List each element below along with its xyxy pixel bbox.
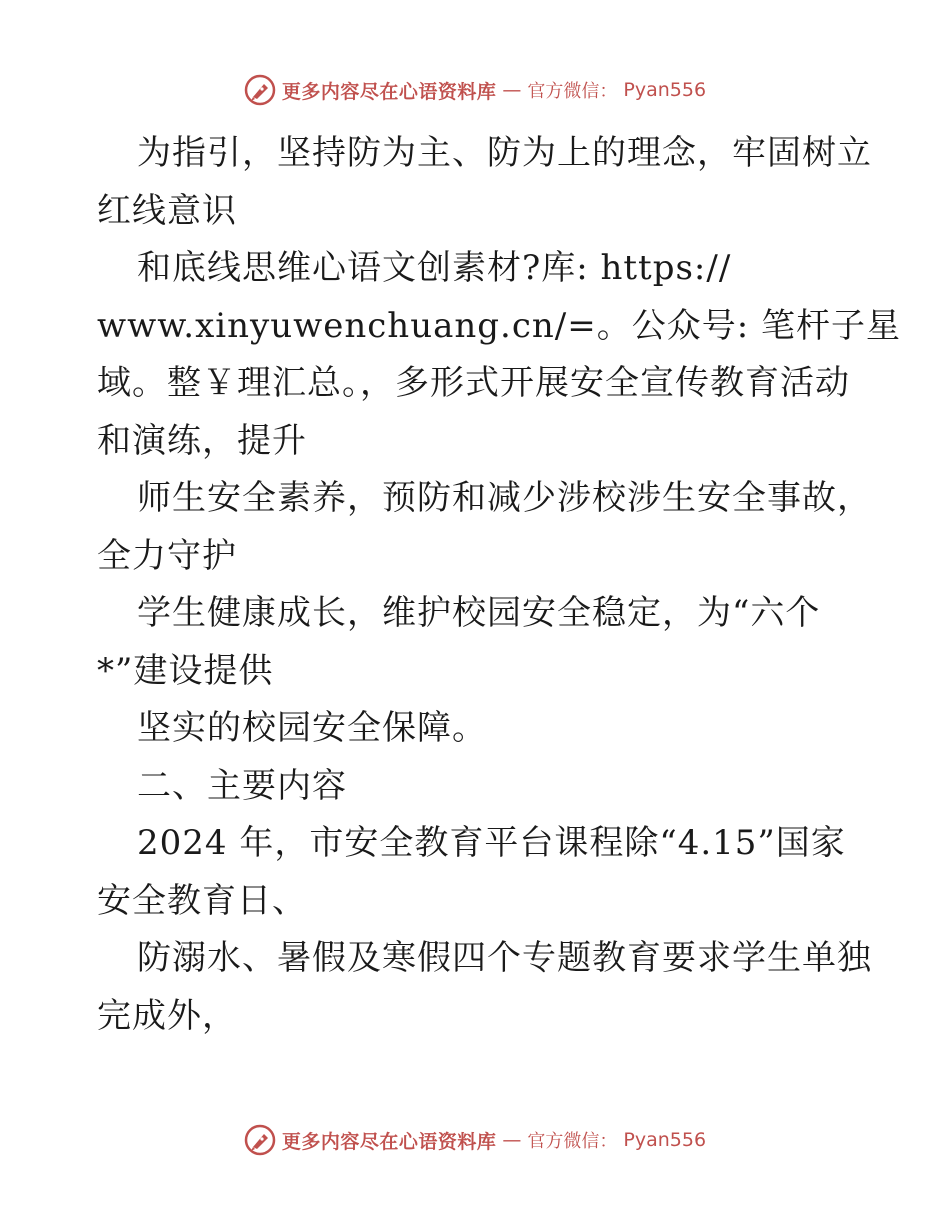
banner-site-name: 更多内容尽在心语资料库 [281,80,497,103]
document-body [97,125,901,1045]
footer-banner [0,1120,950,1160]
body-text-line: 和底线思维心语文创素材?库: https:// [137,248,732,288]
body-text-line: www.xinyuwenchuang.cn/=。公众号: 笔杆子星 [97,305,901,346]
body-text-line: 学生健康成长，维护校园安全稳定，为“六个 [137,593,821,633]
body-text-line: 和演练，提升 [97,420,307,461]
banner-wechat-label: 官方微信： [527,81,618,102]
header-banner-content [244,74,706,106]
body-text-line: 完成外， [97,995,237,1036]
body-text-line: 为指引，坚持防为主、防为上的理念，牢固树立 [137,133,872,173]
banner-separator: — [502,79,522,101]
footer-banner-content [244,1124,706,1156]
body-text-line: 红线意识 [97,190,237,231]
banner-wechat-id: Pyan556 [623,79,707,101]
pen-nib-logo-icon [244,1124,276,1156]
pen-nib-logo-icon [244,74,276,106]
body-text-line: *”建设提供 [97,650,274,691]
banner-separator: — [502,1129,522,1151]
body-text-line: 防溺水、暑假及寒假四个专题教育要求学生单独 [137,938,872,978]
body-text-line: 全力守护 [97,535,237,576]
banner-site-name: 更多内容尽在心语资料库 [281,1130,497,1153]
body-text-line: 师生安全素养，预防和减少涉校涉生安全事故， [137,478,872,518]
body-text-line: 安全教育日、 [97,880,307,921]
body-text-line: 坚实的校园安全保障。 [137,708,487,748]
body-text-line: 二、主要内容 [137,765,347,806]
banner-wechat-label: 官方微信： [527,1131,618,1152]
banner-wechat-id: Pyan556 [623,1129,707,1151]
body-text-line: 域。整￥理汇总。，多形式开展安全宣传教育活动 [97,363,850,403]
body-text-line: 2024 年，市安全教育平台课程除“4.15”国家 [137,823,846,863]
header-banner [0,70,950,110]
